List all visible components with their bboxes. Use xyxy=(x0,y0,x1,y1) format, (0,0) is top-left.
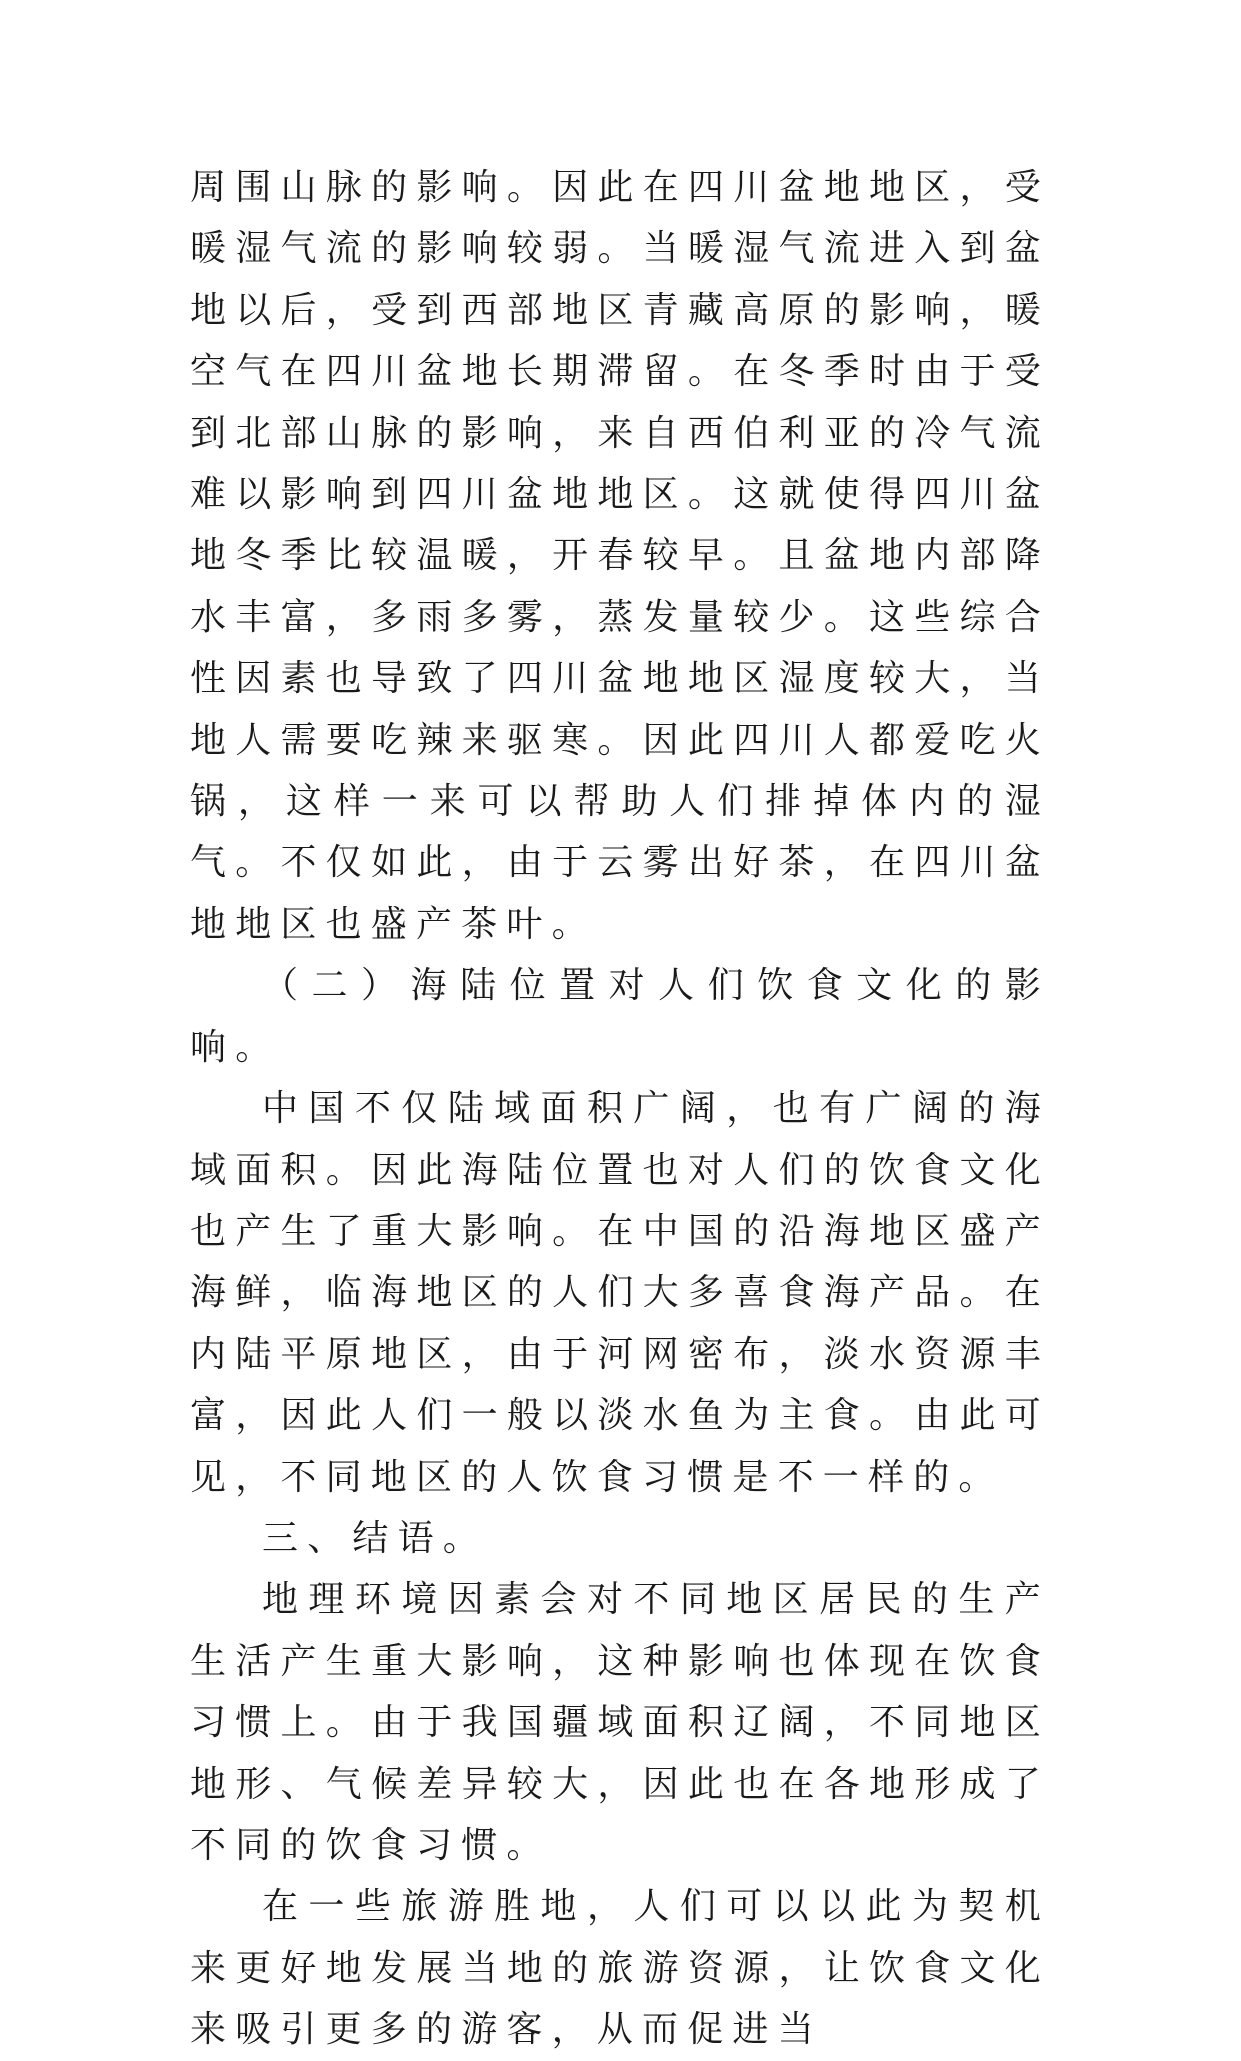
paragraph-sea-land: 中国不仅陆域面积广阔，也有广阔的海域面积。因此海陆位置也对人们的饮食文化也产生了重大影响。在中国的沿海地区盛产海鲜，临海地区的人们大多喜食海产品。在内陆平原地区，由于河网密布，淡水资源丰富，因此人们一般以淡水鱼为主食。由此可见，不同地区的人饮食习惯是不一样的。 xyxy=(190,1088,1050,1498)
paragraph-conclusion: 地理环境因素会对不同地区居民的生产生活产生重大影响，这种影响也体现在饮食习惯上。由于我国疆域面积辽阔，不同地区地形、气候差异较大，因此也在各地形成了不同的饮食习惯。 xyxy=(190,1579,1050,1866)
body-text xyxy=(190,157,1050,2061)
paragraph-sichuan-climate: 周围山脉的影响。因此在四川盆地地区，受暖湿气流的影响较弱。当暖湿气流进入到盆地以后，受到西部地区青藏高原的影响，暖空气在四川盆地长期滞留。在冬季时由于受到北部山脉的影响，来自西伯利亚的冷气流难以影响到四川盆地地区。这就使得四川盆地冬季比较温暖，开春较早。且盆地内部降水丰富，多雨多雾，蒸发量较少。这些综合性因素也导致了四川盆地地区湿度较大，当地人需要吃辣来驱寒。因此四川人都爱吃火锅，这样一来可以帮助人们排掉体内的湿气。不仅如此，由于云雾出好茶，在四川盆地地区也盛产茶叶。 xyxy=(190,167,1050,945)
section-heading-sea-land: （二）海陆位置对人们饮食文化的影响。 xyxy=(190,965,1050,1068)
section-heading-conclusion: 三、结语。 xyxy=(262,1517,489,1559)
paragraph-tourism: 在一些旅游胜地，人们可以以此为契机来更好地发展当地的旅游资源，让饮食文化来吸引更多的游客，从而促进当 xyxy=(190,1886,1050,2051)
